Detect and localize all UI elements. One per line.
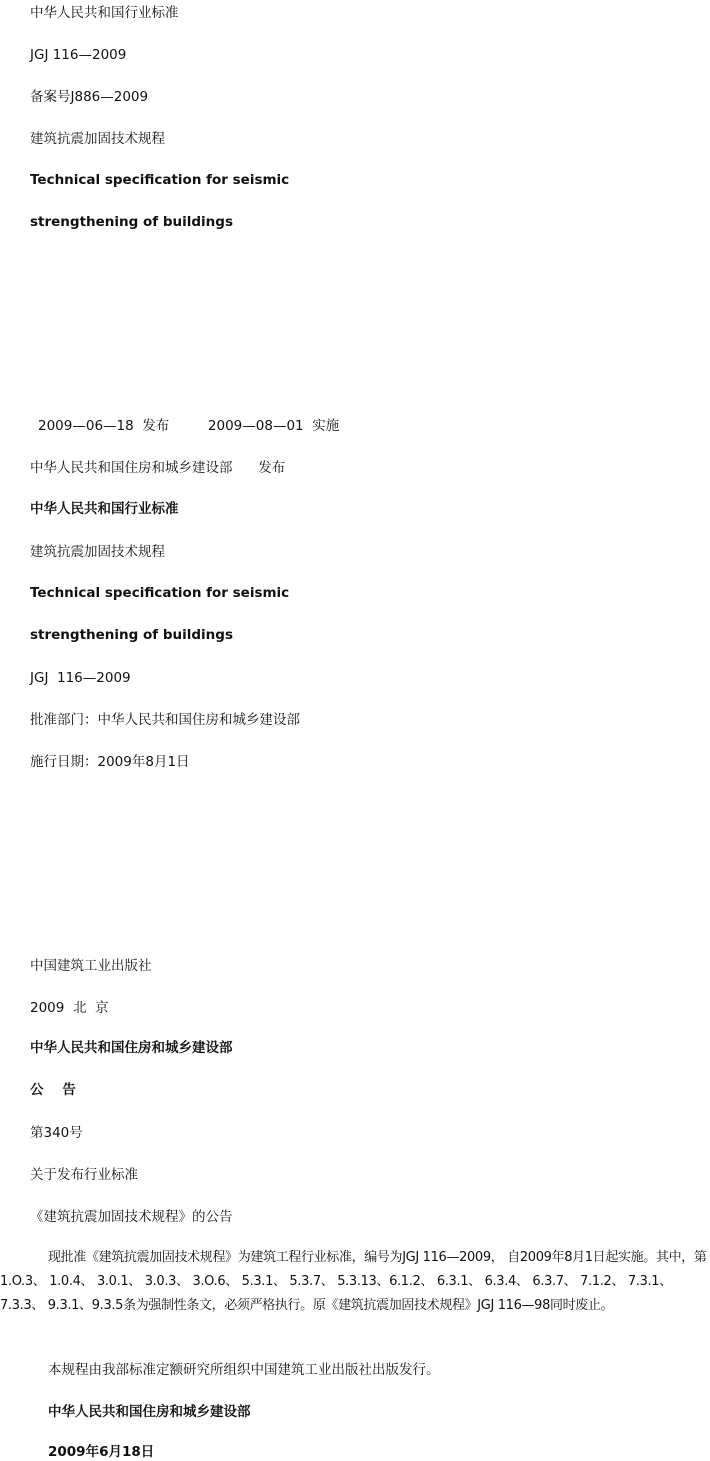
announcement-subject-2: 《建筑抗震加固技术规程》的公告 [30, 1209, 233, 1225]
title-page-title-en-1: Technical specification for seismic [30, 585, 290, 601]
title-page-approver: 批准部门：中华人民共和国住房和城乡建设部 [30, 712, 300, 728]
title-page-effective-date: 施行日期：2009年8月1日 [30, 754, 190, 770]
cover-title-en-2: strengthening of buildings [30, 214, 233, 230]
cover-record-no: 备案号J886—2009 [30, 89, 149, 105]
title-page-title-en-2: strengthening of buildings [30, 627, 233, 643]
announcement-signature: 中华人民共和国住房和城乡建设部 [48, 1404, 251, 1420]
title-page-code: JGJ 116—2009 [30, 670, 131, 686]
announcement-subject-1: 关于发布行业标准 [30, 1167, 138, 1183]
announcement-date: 2009年6月18日 [48, 1444, 155, 1460]
cover-standard-type: 中华人民共和国行业标准 [30, 5, 179, 21]
announcement-paragraph-1: 现批准《建筑抗震加固技术规程》为建筑工程行业标准，编号为JGJ 116—2009， 自2009年8月1日起实施。其中，第1.O.3、 1.0.4、 3.0.1、 3.0.3、 3.O.6、 5.3.1、 5.3.7、 5.3.13、6.1.2、 6.3.1、 6.3.4、 6.3.7、 7.1.2、 7.3.1、 7.3.3、 9.3.1、9.3.5条为强制性条文，必须严格执行。原《建筑抗震加固技术规程》JGJ 116—98同时废止。 [0, 1250, 707, 1313]
announcement-heading: 公 告 [30, 1082, 76, 1098]
title-page-standard-type: 中华人民共和国行业标准 [30, 501, 179, 517]
cover-code: JGJ 116—2009 [30, 47, 127, 63]
cover-issuer: 中华人民共和国住房和城乡建设部 发布 [30, 460, 286, 476]
announcement-number: 第340号 [30, 1125, 83, 1141]
cover-title-cn: 建筑抗震加固技术规程 [30, 131, 165, 147]
announcement-paragraph-2: 本规程由我部标准定额研究所组织中国建筑工业出版社出版发行。 [48, 1362, 440, 1378]
title-page-place-year: 2009 北 京 [30, 1000, 109, 1016]
cover-title-en-1: Technical specification for seismic [30, 172, 290, 188]
announcement-ministry: 中华人民共和国住房和城乡建设部 [30, 1040, 233, 1056]
title-page-title-cn: 建筑抗震加固技术规程 [30, 544, 165, 560]
cover-dates: 2009—06—18 发布 2009—08—01 实施 [38, 418, 340, 434]
title-page-publisher: 中国建筑工业出版社 [30, 958, 152, 974]
